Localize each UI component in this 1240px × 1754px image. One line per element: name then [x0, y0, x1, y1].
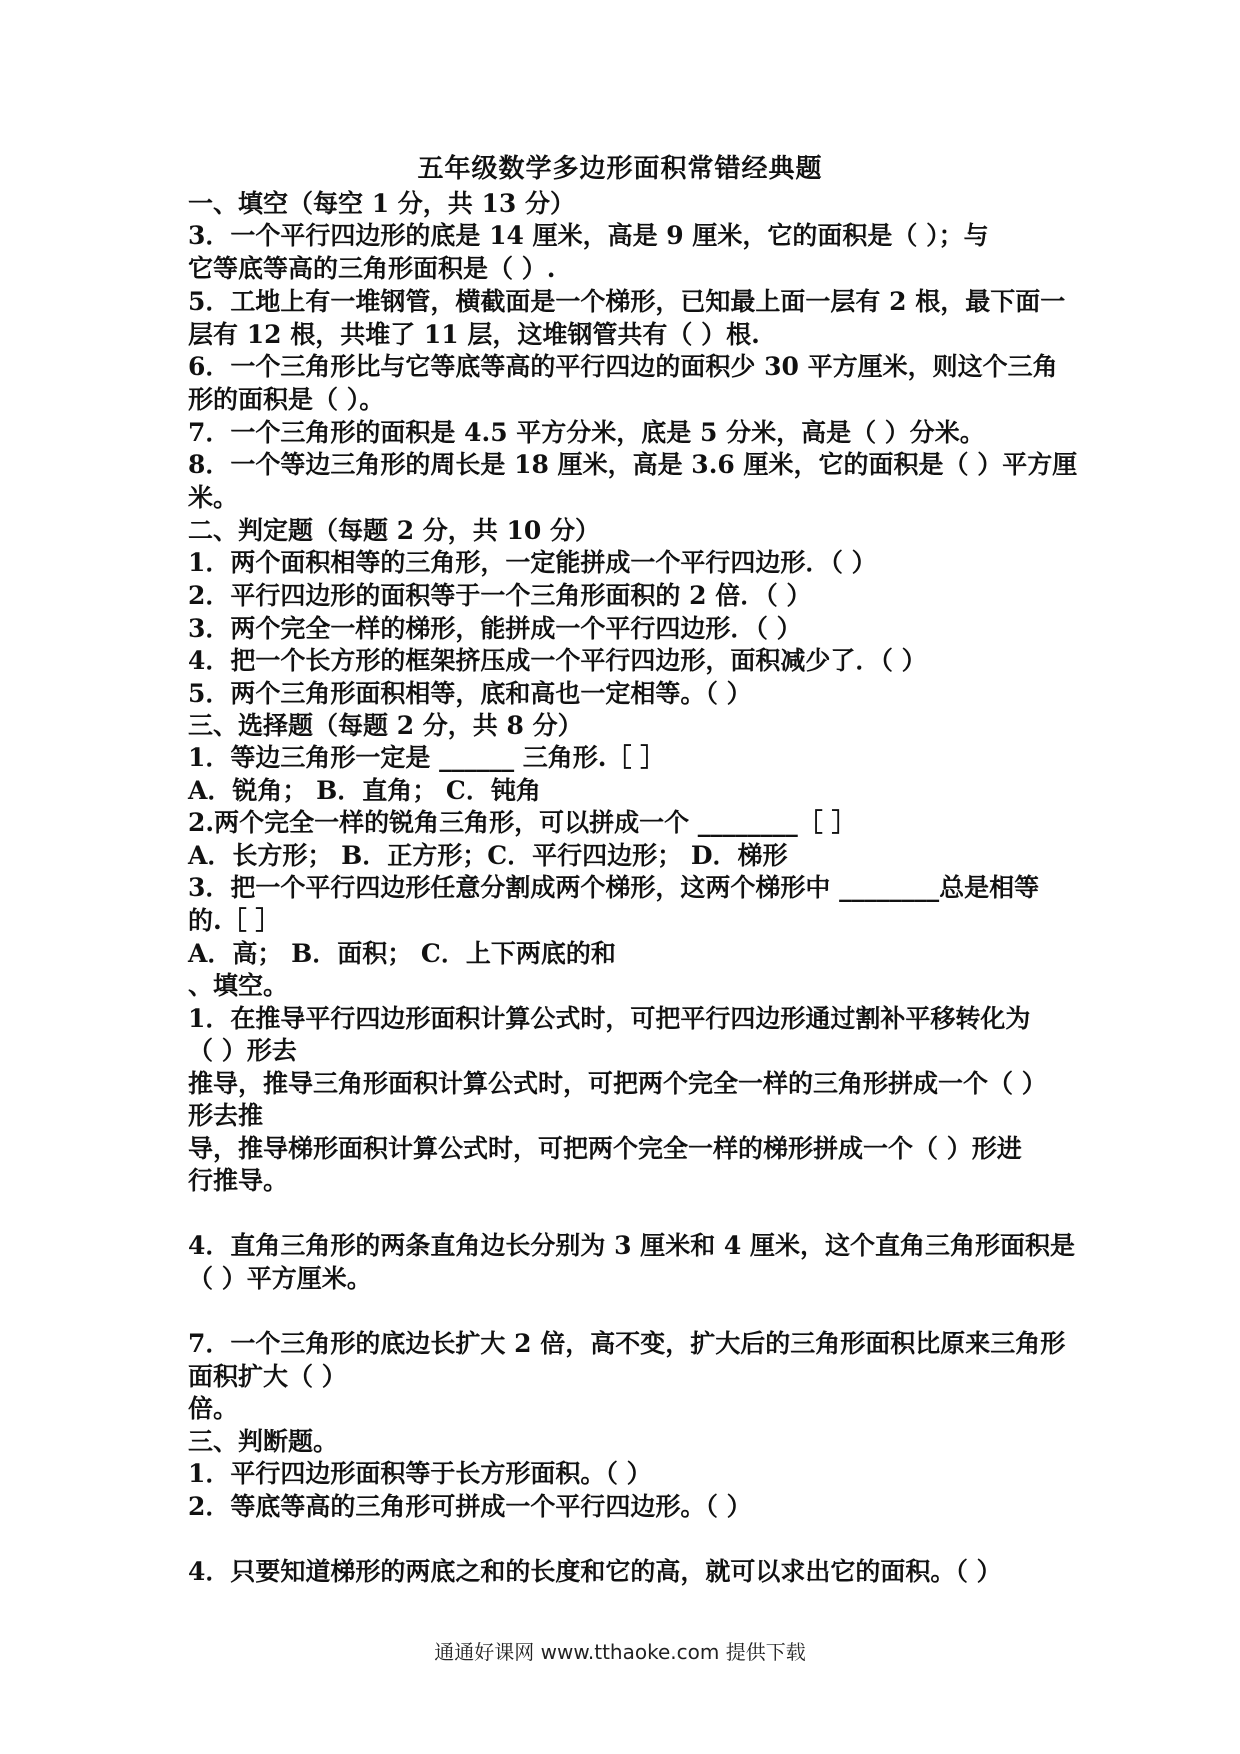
- text-line: 3．两个完全一样的梯形，能拼成一个平行四边形．（ ）: [188, 614, 802, 643]
- text-line: 三、判断题。: [188, 1427, 339, 1456]
- text-line: 2．平行四边形的面积等于一个三角形面积的 2 倍．（ ）: [188, 581, 812, 610]
- download-footer: 通通好课网 www.tthaoke.com 提供下载: [434, 1640, 806, 1664]
- text-line: 形去推: [188, 1101, 264, 1130]
- text-line: 、填空。: [188, 971, 289, 1000]
- text-line: 行推导。: [188, 1166, 289, 1195]
- text-line: 5．两个三角形面积相等，底和高也一定相等。（ ）: [188, 679, 752, 708]
- text-line: 3．一个平行四边形的底是 14 厘米，高是 9 厘米，它的面积是（ ）；与: [188, 221, 989, 250]
- text-line: 米。: [188, 483, 239, 512]
- text-line: 倍。: [188, 1394, 239, 1423]
- document-title: 五年级数学多边形面积常错经典题: [417, 154, 823, 184]
- text-line: 的.［ ］: [188, 906, 281, 935]
- text-line: 1．平行四边形面积等于长方形面积。（ ）: [188, 1459, 652, 1488]
- text-line: 1．等边三角形一定是 ______ 三角形.［ ］: [188, 743, 666, 772]
- text-line: （ ）平方厘米。: [188, 1264, 372, 1293]
- text-line: 层有 12 根，共堆了 11 层，这堆钢管共有（ ）根.: [188, 320, 760, 349]
- text-line: 面积扩大（ ）: [188, 1362, 347, 1391]
- text-line: 二、判定题（每题 2 分，共 10 分）: [188, 516, 601, 545]
- text-line: 1．在推导平行四边形面积计算公式时，可把平行四边形通过割补平移转化为: [188, 1004, 1031, 1033]
- text-line: 1．两个面积相等的三角形，一定能拼成一个平行四边形．（ ）: [188, 548, 877, 577]
- text-line: 它等底等高的三角形面积是（ ）.: [188, 254, 556, 283]
- text-line: 8．一个等边三角形的周长是 18 厘米，高是 3.6 厘米，它的面积是（ ）平方厘: [188, 450, 1078, 479]
- text-line: 7．一个三角形的底边长扩大 2 倍，高不变，扩大后的三角形面积比原来三角形: [188, 1329, 1066, 1358]
- text-line: 5．工地上有一堆钢管，横截面是一个梯形，已知最上面一层有 2 根，最下面一: [188, 287, 1066, 316]
- text-line: 2．等底等高的三角形可拼成一个平行四边形。（ ）: [188, 1492, 752, 1521]
- text-line: A．锐角； B．直角； C．钝角: [188, 776, 541, 805]
- text-line: 导，推导梯形面积计算公式时，可把两个完全一样的梯形拼成一个（ ）形进: [188, 1134, 1022, 1163]
- text-line: 一、填空（每空 1 分，共 13 分）: [188, 189, 576, 218]
- text-line: A．高； B．面积； C．上下两底的和: [188, 939, 616, 968]
- text-line: 3．把一个平行四边形任意分割成两个梯形，这两个梯形中 ________总是相等: [188, 873, 1040, 902]
- text-line: 4．直角三角形的两条直角边长分别为 3 厘米和 4 厘米，这个直角三角形面积是: [188, 1231, 1076, 1260]
- text-line: 形的面积是（ ）。: [188, 385, 385, 414]
- text-line: 7．一个三角形的面积是 4.5 平方分米，底是 5 分米，高是（ ）分米。: [188, 418, 985, 447]
- text-line: （ ）形去: [188, 1036, 297, 1065]
- text-line: 4．只要知道梯形的两底之和的长度和它的高，就可以求出它的面积。（ ）: [188, 1557, 1002, 1586]
- text-line: 推导，推导三角形面积计算公式时，可把两个完全一样的三角形拼成一个（ ）: [188, 1069, 1047, 1098]
- text-line: 6．一个三角形比与它等底等高的平行四边的面积少 30 平方厘米，则这个三角: [188, 352, 1058, 381]
- text-line: 三、选择题（每题 2 分，共 8 分）: [188, 711, 583, 740]
- text-line: 2.两个完全一样的锐角三角形，可以拼成一个 ________［ ］: [188, 808, 857, 837]
- text-line: A．长方形； B．正方形；C．平行四边形； D．梯形: [188, 841, 788, 870]
- text-line: 4．把一个长方形的框架挤压成一个平行四边形，面积减少了．（ ）: [188, 646, 927, 675]
